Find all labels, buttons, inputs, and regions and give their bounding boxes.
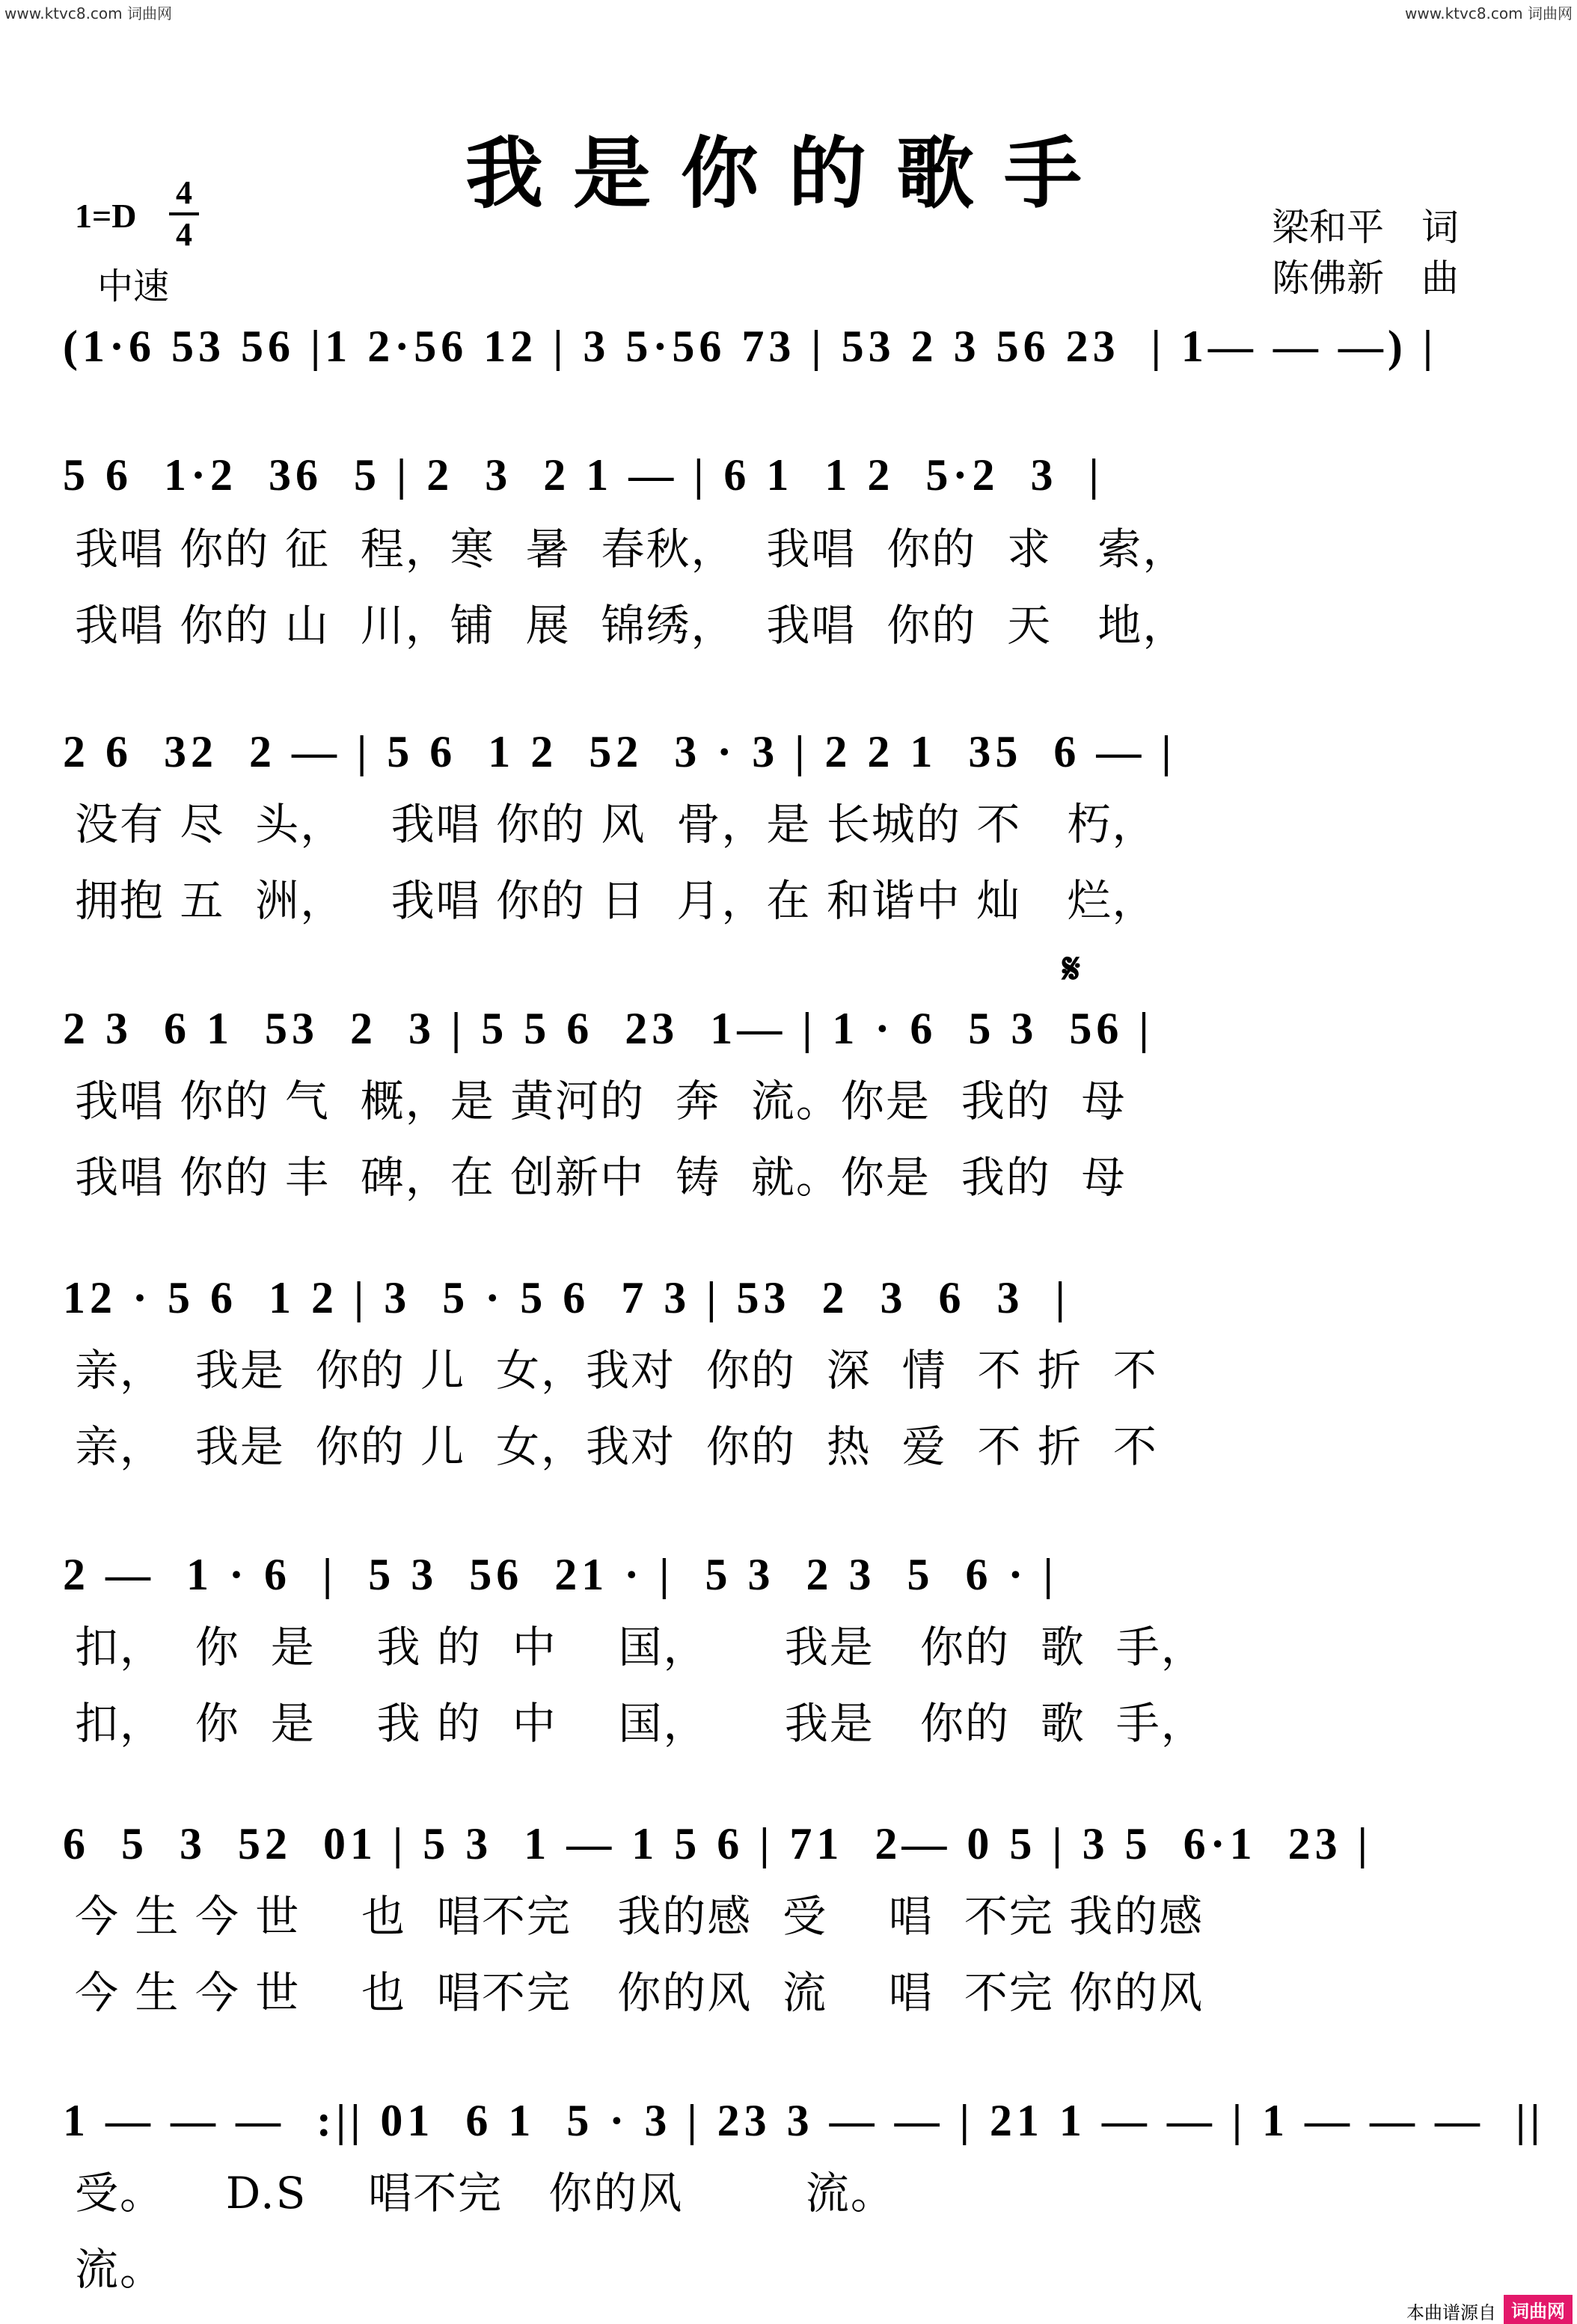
time-denominator: 4	[176, 216, 192, 253]
fraction-bar	[169, 212, 199, 215]
notation-row-2: 2 6 32 2 — | 5 6 1 2 52 3 · 3 | 2 2 1 35 6 — |	[63, 727, 1176, 776]
notation-row-4: 12 · 5 6 1 2 | 3 5 · 5 6 7 3 | 53 2 3 6 3 |	[63, 1273, 1070, 1322]
tempo-marking: 中速	[97, 266, 170, 307]
time-signature	[169, 174, 199, 253]
lyric-verse1-line6: 今 生 今 世 也 唱不完 我的感 受 唱 不完 我的感	[75, 1891, 1204, 1942]
lyricist-credit: 梁和平 词	[1272, 206, 1459, 249]
lyric-verse1-line4: 亲， 我是 你的 儿 女，我对 你的 深 情 不 折 不	[75, 1345, 1158, 1396]
lyric-verse2-line5: 扣， 你 是 我 的 中 国， 我是 你的 歌 手，	[75, 1698, 1206, 1749]
lyric-verse2-line6: 今 生 今 世 也 唱不完 你的风 流 唱 不完 你的风	[75, 1967, 1204, 2018]
notation-row-5: 2 — 1 · 6 | 5 3 56 21 · | 5 3 2 3 5 6 · |	[63, 1550, 1058, 1599]
key-signature: 1=D	[75, 197, 137, 235]
notation-row-6: 6 5 3 52 01 | 5 3 1 — 1 5 6 | 71 2— 0 5 | 3 5 6·1 23 |	[63, 1819, 1372, 1868]
notation-row-1: 5 6 1·2 36 5 | 2 3 2 1 — | 6 1 1 2 5·2 3 |	[63, 450, 1103, 500]
watermark-right: www.ktvc8.com 词曲网	[1404, 4, 1573, 22]
footer-source-text: 本曲谱源自	[1406, 2302, 1496, 2323]
watermark-left: www.ktvc8.com 词曲网	[4, 4, 173, 22]
composer-credit: 陈佛新 曲	[1272, 257, 1459, 300]
lyric-verse1-line5: 扣， 你 是 我 的 中 国， 我是 你的 歌 手，	[75, 1622, 1206, 1673]
lyric-verse1-line2: 没有 尽 头， 我唱 你的 风 骨，是 长城的 不 朽，	[75, 799, 1157, 850]
notation-row-7: 1 — — — :|| 01 6 1 5 · 3 | 23 3 — — | 21 1 — — | 1 — — — ||	[63, 2096, 1545, 2145]
notation-row-3: 2 3 6 1 53 2 3 | 5 5 6 23 1— | 1 · 6 5 3 56 |	[63, 1004, 1154, 1053]
page-title: 我是你的歌手	[465, 127, 1112, 219]
lyric-verse2-line3: 我唱 你的 丰 碑，在 创新中 铸 就。你是 我的 母	[75, 1152, 1127, 1203]
lyric-verse2-line1: 我唱 你的 山 川，铺 展 锦绣， 我唱 你的 天 地，	[75, 600, 1188, 651]
segno-sign: 𝄋	[1062, 944, 1081, 993]
lyric-verse2-line4: 亲， 我是 你的 儿 女，我对 你的 热 爱 不 折 不	[75, 1421, 1158, 1472]
lyric-verse2-line2: 拥抱 五 洲， 我唱 你的 日 月，在 和谐中 灿 烂，	[75, 875, 1157, 926]
lyric-verse1-line7: 受。 D.S 唱不完 你的风 流。	[75, 2168, 895, 2219]
lyric-verse2-line7: 流。	[75, 2244, 165, 2295]
lyric-verse1-line1: 我唱 你的 征 程，寒 暑 春秋， 我唱 你的 求 索，	[75, 524, 1188, 574]
site-logo[interactable]: 词曲网	[1504, 2295, 1573, 2324]
notation-row-intro: (1·6 53 56 |1 2·56 12 | 3 5·56 73 | 53 2 3 56 23 | 1— — —) |	[63, 322, 1438, 371]
lyric-verse1-line3: 我唱 你的 气 概，是 黄河的 奔 流。你是 我的 母	[75, 1076, 1127, 1126]
time-numerator: 4	[176, 174, 192, 211]
